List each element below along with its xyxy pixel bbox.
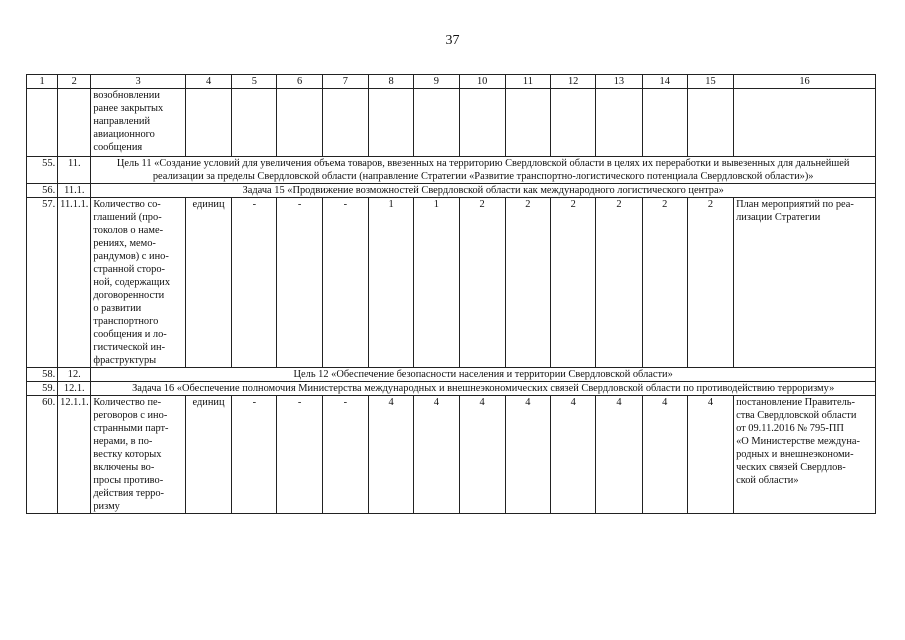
column-number: 11 — [505, 75, 550, 89]
column-number: 12 — [551, 75, 596, 89]
table-row-task-16 — [27, 382, 876, 396]
column-number: 7 — [322, 75, 368, 89]
value-cell: 4 — [596, 396, 642, 514]
value-cell: 1 — [368, 198, 413, 368]
value-cell: 4 — [551, 396, 596, 514]
column-number: 4 — [185, 75, 231, 89]
row-code: 11.1.1. — [58, 198, 91, 368]
table-row-continued — [27, 89, 876, 157]
table-row-indicator-60 — [27, 396, 876, 514]
table-row-task-15 — [27, 184, 876, 198]
value-cell: 1 — [414, 198, 459, 368]
source-document: постановление Правитель- ства Свердловской области от 09.11.2016 № 795-ПП «О Министерстве междуна- родных и внешнеэкономи- ческих связей Свердлов- ской области» — [734, 396, 876, 514]
table-row-goal-11 — [27, 157, 876, 184]
task-text: Задача 16 «Обеспечение полномочия Министерства международных и внешнеэкономических связей Свердловской области по противодействию терроризму» — [91, 382, 876, 396]
page-number: 37 — [445, 33, 460, 48]
column-number: 3 — [91, 75, 186, 89]
value-cell: 2 — [642, 198, 687, 368]
row-number: 59. — [27, 382, 58, 396]
table-row-goal-12 — [27, 368, 876, 382]
column-number: 10 — [459, 75, 505, 89]
column-number: 1 — [27, 75, 58, 89]
value-cell: 4 — [459, 396, 505, 514]
value-cell: 2 — [505, 198, 550, 368]
value-cell: 2 — [551, 198, 596, 368]
indicator-name: возобновлении ранее закрытых направлений авиационного сообщения — [91, 89, 186, 157]
column-number: 14 — [642, 75, 687, 89]
row-number: 55. — [27, 157, 58, 184]
source-document: План мероприятий по реа- лизации Стратегии — [734, 198, 876, 368]
value-cell: 4 — [368, 396, 413, 514]
column-number: 2 — [58, 75, 91, 89]
value-cell: - — [232, 198, 277, 368]
indicators-table — [26, 74, 876, 514]
indicator-name: Количество пе- реговоров с ино- странными парт- нерами, в по- вестку которых включены во- просы противо- действия терро- ризму — [91, 396, 186, 514]
column-number: 13 — [596, 75, 642, 89]
column-number: 15 — [687, 75, 733, 89]
task-text: Задача 15 «Продвижение возможностей Свердловской области как международного логистического центра» — [91, 184, 876, 198]
row-code: 12. — [58, 368, 91, 382]
column-number: 16 — [734, 75, 876, 89]
row-code: 12.1. — [58, 382, 91, 396]
value-cell: 4 — [414, 396, 459, 514]
column-number: 6 — [277, 75, 322, 89]
row-number: 60. — [27, 396, 58, 514]
unit-cell: единиц — [185, 396, 231, 514]
value-cell: 4 — [687, 396, 733, 514]
value-cell: 4 — [642, 396, 687, 514]
value-cell: - — [277, 396, 322, 514]
table-row-indicator-57 — [27, 198, 876, 368]
value-cell: 4 — [505, 396, 550, 514]
indicator-name: Количество со- глашений (про- токолов о наме- рениях, мемо- рандумов) с ино- странной сторо- ной, содержащих договоренности о развитии транспортного сообщения и ло- гистической ин- фраструктуры — [91, 198, 186, 368]
value-cell: - — [277, 198, 322, 368]
unit-cell: единиц — [185, 198, 231, 368]
goal-text: Цель 11 «Создание условий для увеличения объема товаров, ввезенных на территорию Свердловской области в целях их переработки и вывезенных для дальнейшей реализации за пределы Свердловской области (направление Стратегии «Развитие транспортно-логистического потенциала Свердловской области»)» — [91, 157, 876, 184]
column-number: 9 — [414, 75, 459, 89]
column-number: 5 — [232, 75, 277, 89]
value-cell: 2 — [459, 198, 505, 368]
row-number: 57. — [27, 198, 58, 368]
row-number: 56. — [27, 184, 58, 198]
row-code: 11.1. — [58, 184, 91, 198]
row-code: 12.1.1. — [58, 396, 91, 514]
value-cell: 2 — [687, 198, 733, 368]
value-cell: - — [232, 396, 277, 514]
goal-text: Цель 12 «Обеспечение безопасности населения и территории Свердловской области» — [91, 368, 876, 382]
value-cell: - — [322, 396, 368, 514]
value-cell: 2 — [596, 198, 642, 368]
value-cell: - — [322, 198, 368, 368]
column-number: 8 — [368, 75, 413, 89]
row-code: 11. — [58, 157, 91, 184]
row-number: 58. — [27, 368, 58, 382]
column-number-row — [27, 75, 876, 89]
